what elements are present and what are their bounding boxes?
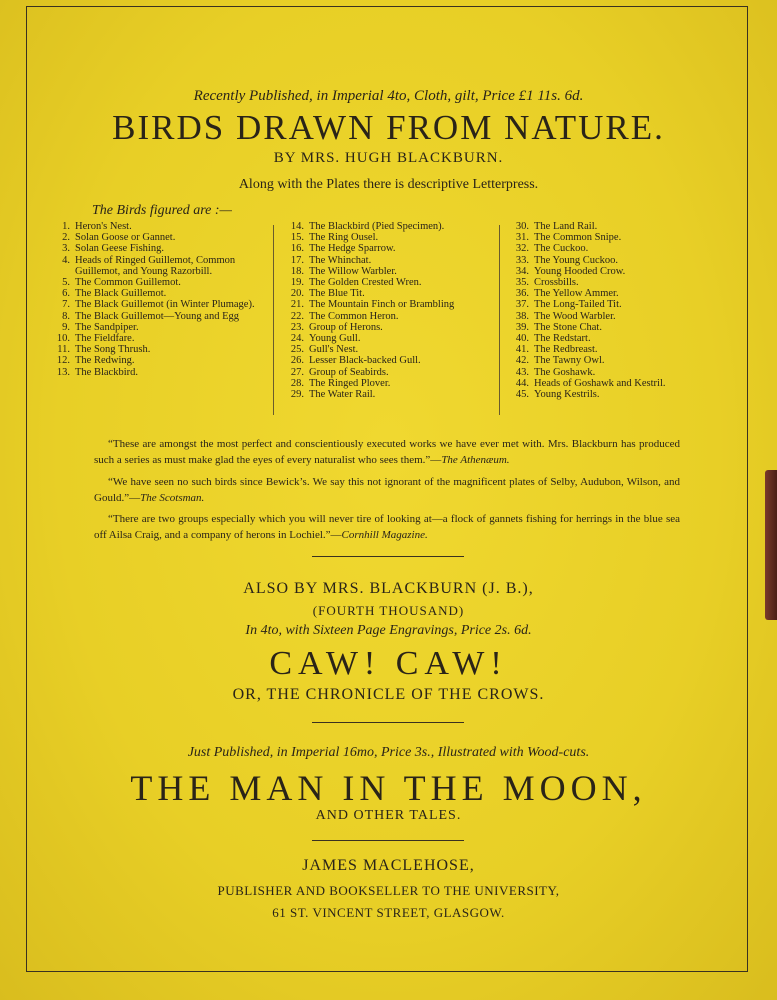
bird-name: The Blackbird (Pied Specimen). [309, 221, 445, 232]
bird-name: The Cuckoo. [534, 243, 589, 255]
bird-list-item [282, 355, 492, 366]
publisher-role: PUBLISHER AND BOOKSELLER TO THE UNIVERSITY, [217, 883, 560, 898]
bird-name: The Redstart. [534, 333, 591, 345]
bird-list-item [282, 311, 492, 322]
bird-number: 12. [56, 355, 70, 367]
bird-name: The Stone Chat. [534, 321, 602, 333]
bird-name: The Long-Tailed Tit. [534, 299, 622, 311]
bird-name: Heads of Goshawk and Kestril. [534, 377, 666, 389]
bird-number: 3. [62, 243, 70, 255]
bird-list-item [507, 322, 747, 333]
bird-list-item [282, 378, 492, 389]
bird-list-item [48, 322, 260, 333]
bird-number: 43. [515, 366, 529, 378]
bird-name: The Wood Warbler. [534, 310, 616, 322]
bird-number: 13. [56, 366, 70, 378]
bird-number: 1. [62, 221, 70, 232]
bird-name: Lesser Black-backed Gull. [309, 355, 421, 367]
bird-number: 39. [515, 321, 529, 333]
bird-name: Heads of Ringed Guillemot, Common Guillemot, and Young Razorbill. [75, 254, 236, 277]
review-quote [94, 436, 680, 468]
bird-number: 20. [290, 288, 304, 300]
bird-name: The Goshawk. [534, 366, 596, 378]
bird-number: 37. [515, 299, 529, 311]
bird-name: The Common Heron. [309, 310, 399, 322]
bird-list-item [48, 221, 260, 232]
bird-list-item [507, 266, 747, 277]
bird-number: 4. [62, 254, 70, 266]
bird-number: 27. [290, 366, 304, 378]
quote-text: “We have seen no such birds since Bewick’s. We say this not ignorant of the magnificent plates of Selby, Audubon, Wilson, and Gould.”— [94, 476, 680, 504]
bird-number: 42. [515, 355, 529, 367]
bird-list-item [507, 311, 747, 322]
bird-number: 16. [290, 243, 304, 255]
edition-details: In 4to, with Sixteen Page Engravings, Price 2s. 6d. [245, 623, 532, 638]
bird-name: Group of Seabirds. [309, 366, 389, 378]
recently-published-line: Recently Published, in Imperial 4to, Cloth, gilt, Price £1 11s. 6d. [193, 88, 584, 104]
bird-list-item [48, 232, 260, 243]
bird-list-item [507, 243, 747, 254]
bird-list-item [282, 322, 492, 333]
bird-list-item [48, 255, 260, 277]
bird-name: Gull's Nest. [309, 344, 359, 356]
bird-number: 10. [56, 333, 70, 345]
bird-number: 22. [290, 310, 304, 322]
bird-list-item [282, 277, 492, 288]
bird-name: Heron's Nest. [75, 221, 132, 232]
bird-list-item [48, 333, 260, 344]
bird-number: 44. [515, 377, 529, 389]
column-divider [499, 225, 500, 415]
bird-number: 2. [62, 232, 70, 244]
bird-list-item [507, 378, 747, 389]
bird-list-item [48, 299, 260, 310]
author-line: BY MRS. HUGH BLACKBURN. [273, 150, 504, 166]
bird-name: The Black Guillemot (in Winter Plumage). [75, 299, 255, 311]
bird-name: The Young Cuckoo. [534, 254, 619, 266]
bird-list-item [48, 288, 260, 299]
section-divider [312, 556, 464, 557]
bird-name: Young Kestrils. [534, 389, 600, 401]
birds-figured-heading: The Birds figured are :— [92, 203, 232, 218]
bird-list-item [282, 232, 492, 243]
bird-name: The Song Thrush. [75, 344, 151, 356]
bird-name: The Land Rail. [534, 221, 598, 232]
bird-list-item [282, 255, 492, 266]
bird-number: 38. [515, 310, 529, 322]
bird-name: The Sandpiper. [75, 321, 139, 333]
bird-number: 31. [515, 232, 529, 244]
bird-name: The Black Guillemot—Young and Egg [75, 310, 240, 322]
bird-name: Young Gull. [309, 333, 361, 345]
section-divider [312, 722, 464, 723]
bird-list-item [507, 389, 747, 400]
bird-list-item [507, 344, 747, 355]
quote-source: Cornhill Magazine. [341, 529, 428, 541]
letterpress-note: Along with the Plates there is descriptive Letterpress. [238, 177, 539, 192]
bird-name: The Willow Warbler. [309, 265, 397, 277]
bird-name: The Yellow Ammer. [534, 288, 619, 300]
bird-number: 8. [62, 310, 70, 322]
bird-list-item [507, 333, 747, 344]
bird-name: The Water Rail. [309, 389, 376, 401]
also-by-line: ALSO BY MRS. BLACKBURN (J. B.), [243, 580, 534, 597]
bird-number: 33. [515, 254, 529, 266]
bird-number: 35. [515, 277, 529, 289]
bird-list-column-3 [507, 221, 747, 400]
bird-name: The Redwing. [75, 355, 135, 367]
bird-number: 17. [290, 254, 304, 266]
column-divider [273, 225, 274, 415]
bird-list-item [507, 367, 747, 378]
bird-list-item [507, 355, 747, 366]
bird-number: 32. [515, 243, 529, 255]
bird-name: Solan Geese Fishing. [75, 243, 164, 255]
bird-number: 36. [515, 288, 529, 300]
bird-name: The Whinchat. [309, 254, 372, 266]
bird-name: The Golden Crested Wren. [309, 277, 422, 289]
quote-source: The Scotsman. [140, 492, 205, 504]
bird-list-item [507, 221, 747, 232]
bird-name: The Black Guillemot. [75, 288, 167, 300]
bird-list-item [507, 255, 747, 266]
bird-number: 14. [290, 221, 304, 232]
quote-text: “These are amongst the most perfect and conscientiously executed works we have ever met with. Mrs. Blackburn has produced such a series as must make glad the eyes of every naturalist who sees them.”— [94, 438, 680, 466]
bird-list-item [48, 355, 260, 366]
bird-number: 9. [62, 321, 70, 333]
bird-number: 26. [290, 355, 304, 367]
bird-list-item [48, 367, 260, 378]
review-quote [94, 474, 680, 506]
bird-number: 7. [62, 299, 70, 311]
bird-name: The Ring Ousel. [309, 232, 379, 244]
bird-number: 28. [290, 377, 304, 389]
bird-number: 25. [290, 344, 304, 356]
section-divider [312, 840, 464, 841]
book-title-birds: BIRDS DRAWN FROM NATURE. [112, 108, 665, 147]
bird-name: The Redbreast. [534, 344, 598, 356]
bird-list-item [282, 299, 492, 310]
bird-name: Crossbills. [534, 277, 579, 289]
just-published-line: Just Published, in Imperial 16mo, Price 3s., Illustrated with Wood-cuts. [187, 745, 590, 760]
bird-name: The Blue Tit. [309, 288, 365, 300]
review-quote [94, 511, 680, 543]
bird-number: 11. [57, 344, 70, 356]
edition-thousand: (FOURTH THOUSAND) [312, 603, 465, 618]
bird-list-item [507, 288, 747, 299]
book-subtitle-tales: AND OTHER TALES. [315, 808, 462, 823]
bird-list-item [507, 277, 747, 288]
bird-list-item [282, 221, 492, 232]
bird-list-item [282, 367, 492, 378]
bird-number: 29. [290, 389, 304, 401]
bird-name: The Ringed Plover. [309, 377, 391, 389]
bird-number: 34. [515, 265, 529, 277]
bird-number: 41. [515, 344, 529, 356]
bird-name: The Hedge Sparrow. [309, 243, 396, 255]
publisher-address: 61 ST. VINCENT STREET, GLASGOW. [272, 905, 505, 920]
bird-name: The Mountain Finch or Brambling [309, 299, 455, 311]
bird-name: The Tawny Owl. [534, 355, 605, 367]
bird-name: Solan Goose or Gannet. [75, 232, 176, 244]
bird-name: The Common Snipe. [534, 232, 622, 244]
bird-list-item [48, 344, 260, 355]
book-subtitle-crows: OR, THE CHRONICLE OF THE CROWS. [232, 686, 545, 703]
bird-number: 5. [62, 277, 70, 289]
bird-list-item [282, 266, 492, 277]
bird-list-item [507, 232, 747, 243]
bird-number: 15. [290, 232, 304, 244]
bird-number: 23. [290, 321, 304, 333]
bird-list-item [48, 311, 260, 322]
quote-source: The Athenæum. [441, 454, 510, 466]
bird-number: 30. [515, 221, 529, 232]
bird-list-item [282, 288, 492, 299]
bird-list-column-1 [48, 221, 260, 378]
book-title-caw: CAW! CAW! [269, 645, 508, 682]
bird-number: 45. [515, 389, 529, 401]
bird-number: 21. [290, 299, 304, 311]
bird-number: 24. [290, 333, 304, 345]
bird-list-item [282, 243, 492, 254]
bird-list-item [48, 243, 260, 254]
bird-list-item [282, 344, 492, 355]
book-title-moon: THE MAN IN THE MOON, [130, 768, 647, 808]
bird-name: Young Hooded Crow. [534, 265, 626, 277]
bird-number: 18. [290, 265, 304, 277]
bird-name: The Common Guillemot. [75, 277, 181, 289]
bird-list-item [282, 333, 492, 344]
bird-list-item [507, 299, 747, 310]
bird-number: 6. [62, 288, 70, 300]
publisher-name: JAMES MACLEHOSE, [302, 857, 475, 874]
bird-list-item [48, 277, 260, 288]
bird-name: Group of Herons. [309, 321, 383, 333]
bird-name: The Blackbird. [75, 366, 138, 378]
quote-text: “There are two groups especially which you will never tire of looking at—a flock of gannets fishing for herrings in the blue sea off Ailsa Craig, and a company of herons in Lochiel.”— [94, 513, 680, 541]
bird-name: The Fieldfare. [75, 333, 135, 345]
bird-list-item [282, 389, 492, 400]
bird-number: 19. [290, 277, 304, 289]
bird-list-column-2 [282, 221, 492, 400]
bird-number: 40. [515, 333, 529, 345]
